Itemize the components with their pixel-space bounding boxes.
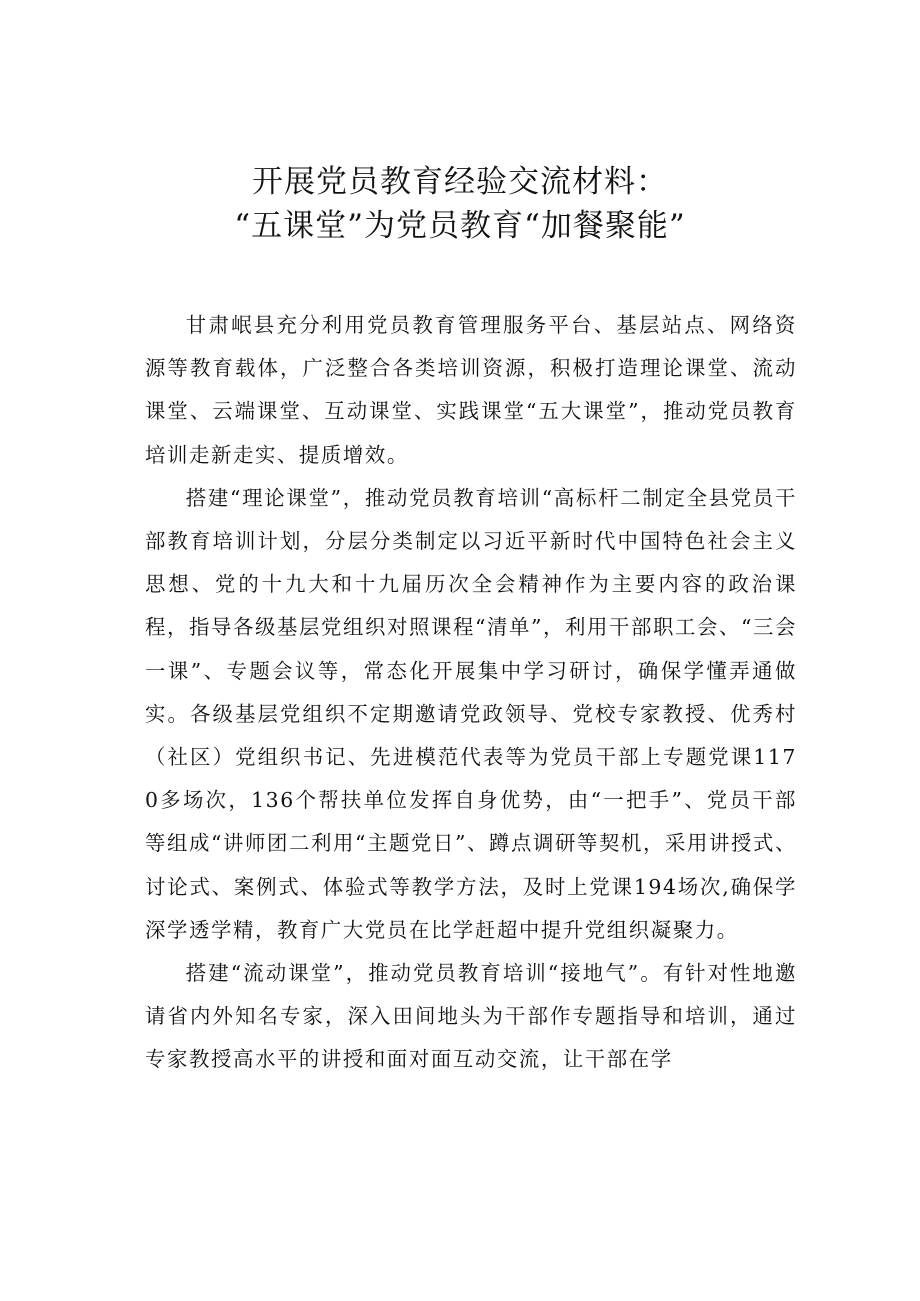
paragraph-mobile-classroom: 搭建“流动课堂”，推动党员教育培训“接地气”。有针对性地邀请省内外知名专家，深入田间地头为干部作专题指导和培训，通过专家教授高水平的讲授和面对面互动交流，让干部在学	[145, 961, 797, 1072]
title-line-1: 开展党员教育经验交流材料：	[252, 164, 668, 200]
paragraph-intro: 甘肃岷县充分利用党员教育管理服务平台、基层站点、网络资源等教育载体，广泛整合各类培训资源，积极打造理论课堂、流动课堂、云端课堂、互动课堂、实践课堂“五大课堂”，推动党员教育培训走新走实、提质增效。	[145, 313, 797, 467]
document-title	[0, 160, 920, 248]
paragraph-theory-classroom: 搭建“理论课堂”，推动党员教育培训“高标杆二制定全县党员干部教育培训计划，分层分类制定以习近平新时代中国特色社会主义思想、党的十九大和十九届历次全会精神作为主要内容的政治课程，指导各级基层党组织对照课程“清单”，利用干部职工会、“三会一课”、专题会议等，常态化开展集中学习研讨，确保学懂弄通做实。各级基层党组织不定期邀请党政领导、党校专家教授、优秀村（社区）党组织书记、先进模范代表等为党员干部上专题党课1170多场次，136个帮扶单位发挥自身优势，由“一把手”、党员干部等组成“讲师团二利用“主题党日”、蹲点调研等契机，采用讲授式、讨论式、案例式、体验式等教学方法，及时上党课194场次,确保学深学透学精，教育广大党员在比学赶超中提升党组织凝聚力。	[145, 485, 797, 942]
document-body	[145, 304, 797, 1082]
title-line-2: “五课堂”为党员教育“加餐聚能”	[234, 208, 686, 244]
